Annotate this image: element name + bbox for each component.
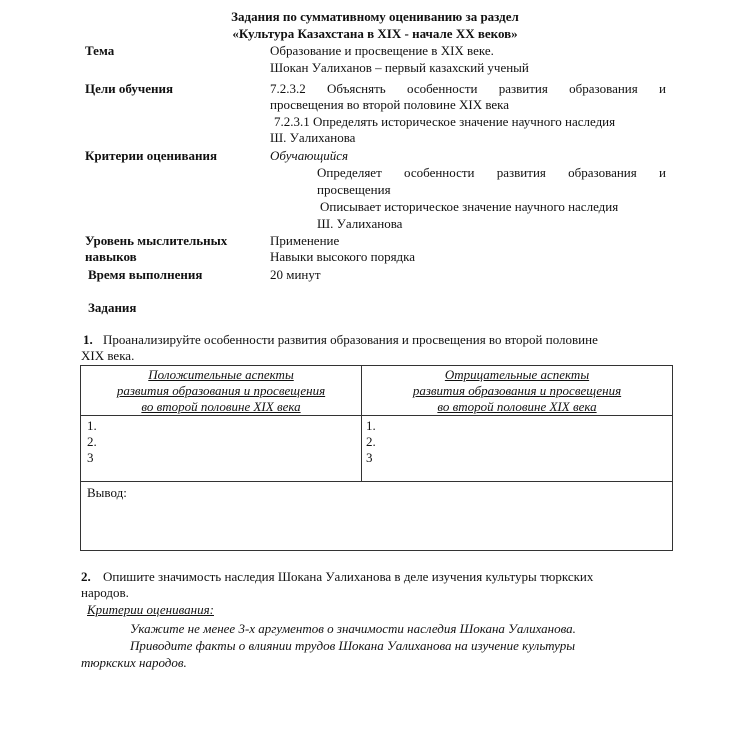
celi-1 xyxy=(270,81,666,97)
kriterii-1-word: Определяет xyxy=(317,165,382,180)
task1-text-cont: XIX века. xyxy=(81,348,135,363)
kriterii-1-word: особенности xyxy=(404,165,475,180)
kriterii-1-word: образования xyxy=(568,165,637,180)
positive-header xyxy=(81,367,361,415)
conclusion-label: Вывод: xyxy=(87,485,127,500)
doc-title-line-1: Задания по суммативному оцениванию за раздел xyxy=(231,9,519,24)
criteria-2-cont: тюркских народов. xyxy=(81,655,187,670)
positive-header-line: во второй половине XIX века xyxy=(141,399,301,414)
celi-1-word: особенности xyxy=(407,81,478,96)
tema-value-2: Шокан Уалиханов – первый казахский ученый xyxy=(270,60,529,75)
positive-list-item[interactable]: 2. xyxy=(87,434,97,449)
positive-list-item[interactable]: 3 xyxy=(87,450,94,465)
kriterii-label: Критерии оценивания xyxy=(85,148,218,163)
negative-list xyxy=(366,418,376,466)
tasks-heading: Задания xyxy=(88,300,137,315)
table-header-divider xyxy=(80,415,673,416)
celi-label: Цели обучения xyxy=(85,81,174,96)
positive-header-line: Положительные аспекты xyxy=(148,367,294,382)
tema-value-1: Образование и просвещение в XIX веке. xyxy=(270,43,494,58)
doc-title-line-2: «Культура Казахстана в XIX - начале XX веков» xyxy=(232,26,518,41)
task2-text-cont: народов. xyxy=(81,585,129,600)
kriterii-sub: Обучающийся xyxy=(270,148,349,163)
positive-header-line: развития образования и просвещения xyxy=(116,383,326,398)
vremya-value: 20 минут xyxy=(270,267,321,282)
uroven-label-2: навыков xyxy=(85,249,137,264)
table-conclusion-divider xyxy=(80,481,673,482)
kriterii-1-cont: просвещения xyxy=(317,182,391,197)
task1-number: 1. xyxy=(83,332,93,347)
criteria-1: Укажите не менее 3-х аргументов о значимости наследия Шокана Уалиханова. xyxy=(130,621,576,636)
task2-number: 2. xyxy=(81,569,91,584)
kriterii-2: Описывает историческое значение научного наследия xyxy=(320,199,619,214)
criteria-2: Приводите факты о влиянии трудов Шокана Уалиханова на изучение культуры xyxy=(130,638,576,653)
negative-header-line: Отрицательные аспекты xyxy=(444,367,590,382)
negative-list-item[interactable]: 1. xyxy=(366,418,376,433)
celi-1-word: 7.2.3.2 xyxy=(270,81,306,96)
celi-2: 7.2.3.1 Определять историческое значение научного наследия xyxy=(274,114,616,129)
negative-list-item[interactable]: 3 xyxy=(366,450,373,465)
task1-text: Проанализируйте особенности развития образования и просвещения во второй половине xyxy=(103,332,598,347)
celi-1-word: образования xyxy=(569,81,638,96)
tema-label: Тема xyxy=(85,43,115,58)
uroven-value-1: Применение xyxy=(270,233,340,248)
celi-1-word: и xyxy=(659,81,666,96)
celi-1-word: развития xyxy=(498,81,548,96)
task2-text: Опишите значимость наследия Шокана Уалиханова в деле изучения культуры тюркских xyxy=(103,569,594,584)
kriterii-1-word: развития xyxy=(496,165,546,180)
celi-1-word: Объяснять xyxy=(327,81,386,96)
criteria-label: Критерии оценивания: xyxy=(87,602,214,617)
uroven-label-1: Уровень мыслительных xyxy=(85,233,228,248)
celi-1-cont: просвещения во второй половине XIX века xyxy=(270,97,510,112)
celi-2-cont: Ш. Уалиханова xyxy=(270,130,356,145)
negative-header-line: во второй половине XIX века xyxy=(437,399,597,414)
negative-list-item[interactable]: 2. xyxy=(366,434,376,449)
kriterii-1 xyxy=(317,165,666,181)
uroven-value-2: Навыки высокого порядка xyxy=(270,249,416,264)
kriterii-2-cont: Ш. Уалиханова xyxy=(317,216,403,231)
kriterii-1-word: и xyxy=(659,165,666,180)
negative-header xyxy=(362,367,672,415)
positive-list-item[interactable]: 1. xyxy=(87,418,97,433)
negative-header-line: развития образования и просвещения xyxy=(412,383,622,398)
vremya-label: Время выполнения xyxy=(88,267,203,282)
positive-list xyxy=(87,418,97,466)
